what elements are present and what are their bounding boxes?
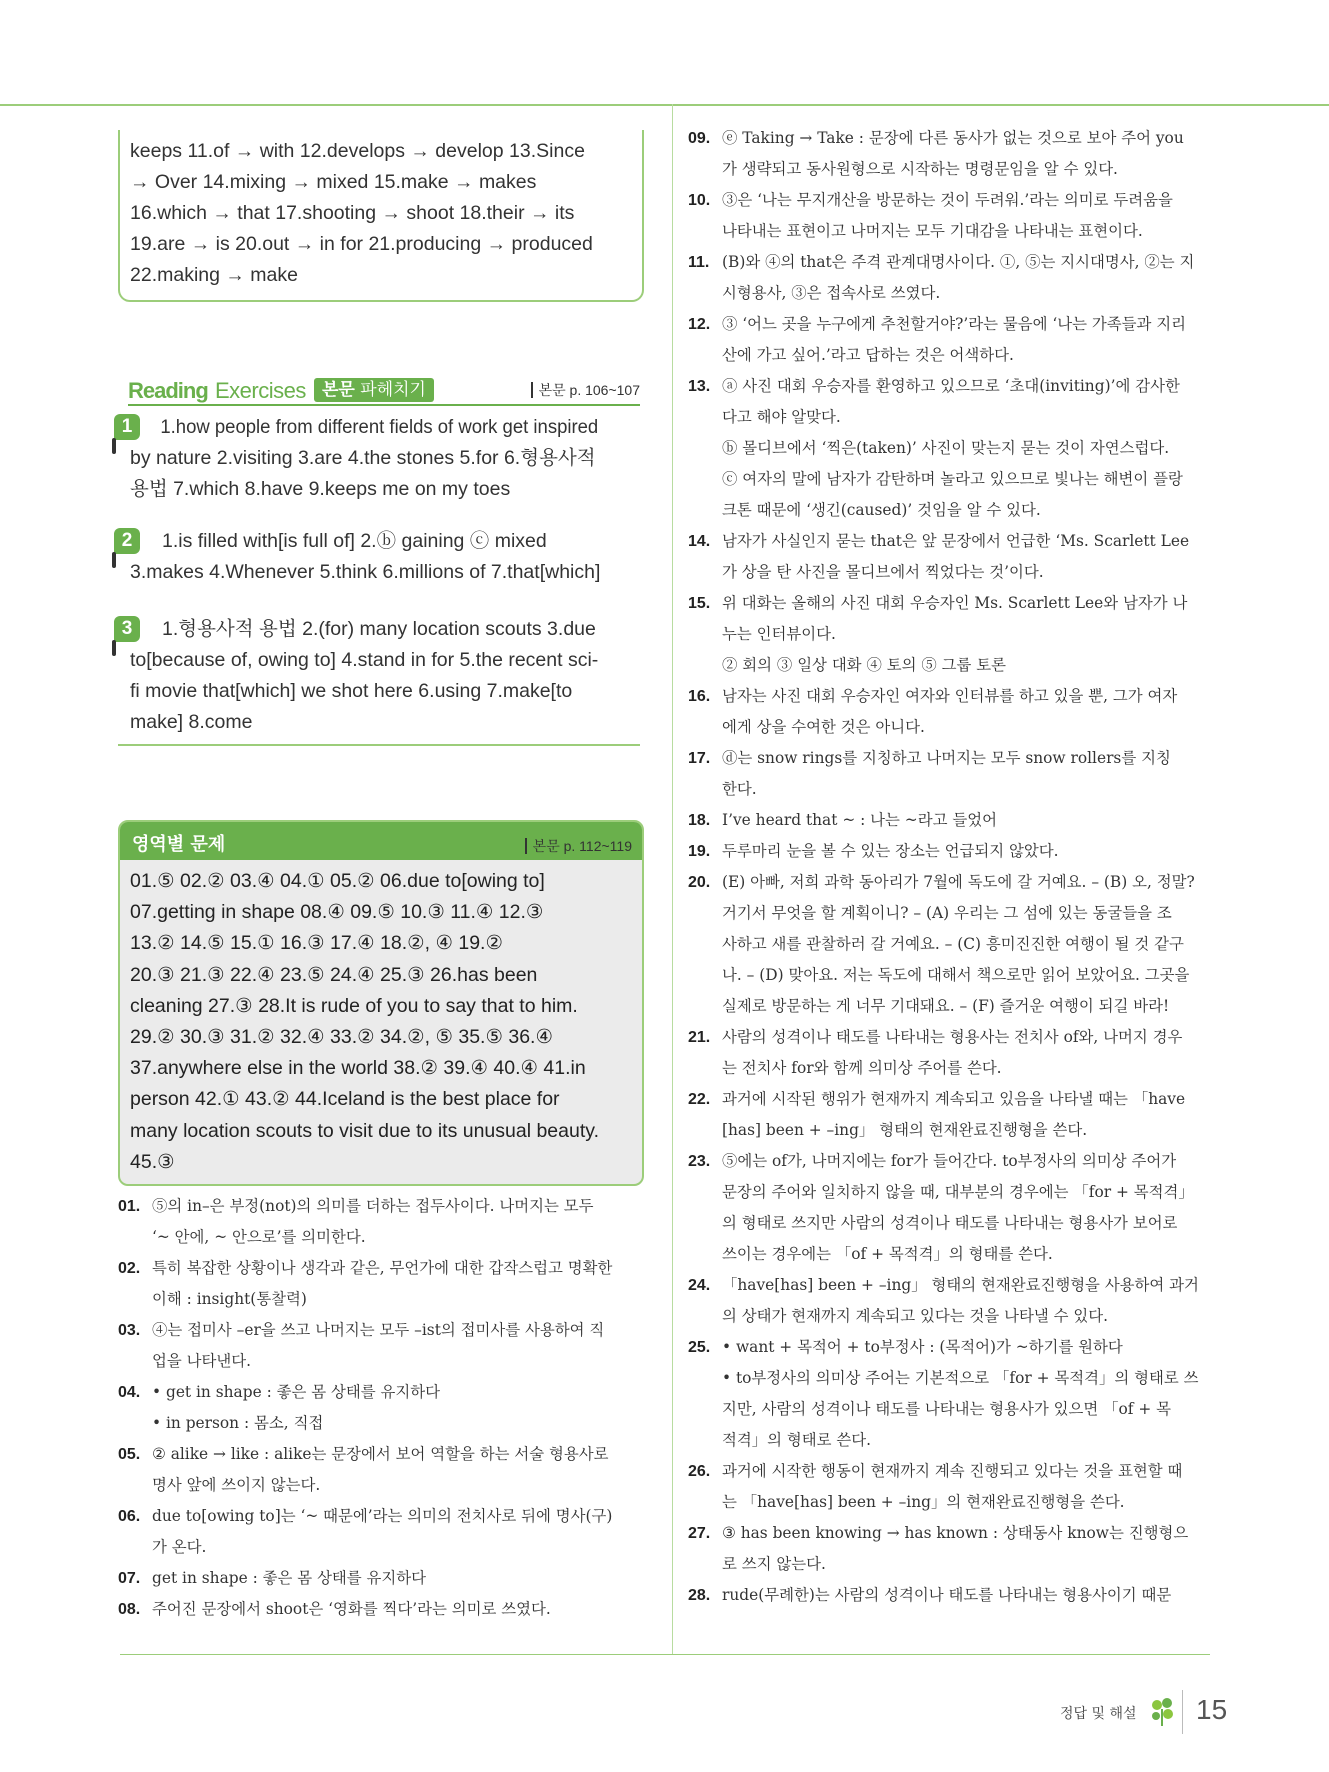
- section-2-answers: [130, 526, 630, 588]
- explanation-line: 특히 복잡한 상황이나 생각과 같은, 무언가에 대한 갑작스럽고 명확한: [152, 1259, 613, 1277]
- explanation-line: 실제로 방문하는 게 너무 기대돼요. – (F) 즐거운 여행이 되길 바라!: [722, 997, 1170, 1015]
- explanation-line: ⑤의 in–은 부정(not)의 의미를 더하는 접두사이다. 나머지는 모두: [152, 1197, 594, 1215]
- explanation-line: ⓑ 몰디브에서 ‘찍은(taken)’ 사진이 맞는지 묻는 것이 자연스럽다.: [722, 439, 1170, 457]
- explanation-item: [688, 526, 1213, 588]
- explanation-number: 15.: [688, 595, 711, 612]
- explanation-number: 27.: [688, 1525, 711, 1542]
- explanation-number: 25.: [688, 1339, 711, 1356]
- right-explanations: [688, 123, 1213, 1611]
- explanation-line: I’ve heard that ~ : 나는 ~라고 들었어: [722, 811, 997, 829]
- explanation-number: 08.: [118, 1601, 141, 1618]
- section-number-2: 2: [114, 528, 140, 554]
- explanation-line: 나. – (D) 맞아요. 저는 독도에 대해서 책으로만 읽어 보았어요. 그곳을: [722, 966, 1190, 984]
- explanation-line: 남자는 사진 대회 우승자인 여자와 인터뷰를 하고 있을 뿐, 그가 여자: [722, 687, 1178, 705]
- reading-title: Reading: [128, 378, 208, 403]
- explanation-number: 17.: [688, 750, 711, 767]
- answer-line: keeps 11.of → with 12.develops → develop 13.Since: [130, 140, 585, 162]
- explanation-line: 이해 : insight(통찰력): [152, 1290, 307, 1308]
- explanation-line: 크톤 때문에 ‘생긴(caused)’ 것임을 알 수 있다.: [722, 501, 1041, 519]
- answer-line: 1.how people from different fields of work get inspired: [160, 416, 599, 438]
- explanation-item: [118, 1439, 643, 1501]
- answer-line: → Over 14.mixing → mixed 15.make → makes: [130, 171, 537, 193]
- page-number: 15: [1196, 1694, 1228, 1725]
- section-badge: [314, 378, 434, 402]
- section-number-3: 3: [114, 616, 140, 642]
- section-number-1: 1: [114, 414, 140, 440]
- answer-line: 37.anywhere else in the world 38.② 39.④ 40.④ 41.in: [130, 1057, 586, 1080]
- explanation-line: (E) 아빠, 저희 과학 동아리가 7월에 독도에 갈 거예요. – (B) 오, 정말?: [722, 873, 1195, 891]
- explanation-item: [688, 1270, 1213, 1332]
- explanation-item: [688, 185, 1213, 247]
- explanation-number: 24.: [688, 1277, 711, 1294]
- top-rule: [0, 104, 1329, 106]
- explanation-number: 14.: [688, 533, 711, 550]
- explanation-line: due to[owing to]는 ‘~ 때문에’라는 의미의 전치사로 뒤에 명사(구): [152, 1507, 613, 1525]
- explanation-item: [688, 1456, 1213, 1518]
- answer-line: by nature 2.visiting 3.are 4.the stones 5.for 6.형용사적: [130, 447, 596, 469]
- explanation-line: ③ has been knowing → has known : 상태동사 know는 진행형으: [722, 1524, 1189, 1542]
- badge-bold: 본문: [322, 380, 355, 400]
- explanation-line: 다고 해야 알맞다.: [722, 408, 841, 426]
- explanation-line: ② 회의 ③ 일상 대화 ④ 토의 ⑤ 그룹 토론: [722, 656, 1007, 674]
- explanation-line: 로 쓰지 않는다.: [722, 1555, 826, 1573]
- explanation-line: 업을 나타낸다.: [152, 1352, 251, 1370]
- explanation-number: 28.: [688, 1587, 711, 1604]
- explanation-line: ⓓ는 snow rings를 지칭하고 나머지는 모두 snow rollers를 지칭: [722, 749, 1171, 767]
- explanation-line: 과거에 시작한 행동이 현재까지 계속 진행되고 있다는 것을 표현할 때: [722, 1462, 1183, 1480]
- explanation-item: [688, 1146, 1213, 1270]
- explanation-item: [688, 371, 1213, 526]
- answer-line: 1.is filled with[is full of] 2.ⓑ gaining ⓒ mixed: [162, 530, 547, 552]
- answer-line: make] 8.come: [130, 711, 253, 733]
- explanation-line: • want + 목적어 + to부정사 : (목적어)가 ~하기를 원하다: [722, 1338, 1123, 1356]
- section-1-answers: [130, 412, 630, 505]
- answer-line: 22.making → make: [130, 264, 298, 286]
- explanation-number: 10.: [688, 192, 711, 209]
- explanation-item: [688, 1580, 1213, 1611]
- answer-line: 1.형용사적 용법 2.(for) many location scouts 3.due: [162, 618, 596, 640]
- area-answers: [130, 866, 630, 1178]
- answer-line: 16.which → that 17.shooting → shoot 18.their → its: [130, 202, 575, 224]
- explanation-line: 주어진 문장에서 shoot은 ‘영화를 찍다’라는 의미로 쓰였다.: [152, 1600, 551, 1618]
- explanation-line: ④는 접미사 –er을 쓰고 나머지는 모두 –ist의 접미사를 사용하여 직: [152, 1321, 605, 1339]
- answer-line: 07.getting in shape 08.④ 09.⑤ 10.③ 11.④ 12.③: [130, 901, 544, 924]
- explanation-line: 산에 가고 싶어.’라고 답하는 것은 어색하다.: [722, 346, 1014, 364]
- explanation-line: 사하고 새를 관찰하러 갈 거예요. – (C) 흥미진진한 여행이 될 것 같구: [722, 935, 1184, 953]
- explanation-line: ⓒ 여자의 말에 남자가 감탄하며 놀라고 있으므로 빛나는 해변이 플랑: [722, 470, 1183, 488]
- leaf-icon: [1148, 1695, 1176, 1727]
- answer-line: 13.② 14.⑤ 15.① 16.③ 17.④ 18.②, ④ 19.②: [130, 932, 503, 955]
- answer-line: 용법 7.which 8.have 9.keeps me on my toes: [130, 478, 511, 500]
- explanation-line: 두루마리 눈을 볼 수 있는 장소는 언급되지 않았다.: [722, 842, 1059, 860]
- answer-line: 20.③ 21.③ 22.④ 23.⑤ 24.④ 25.③ 26.has been: [130, 963, 538, 986]
- explanation-item: [688, 588, 1213, 681]
- explanation-item: [688, 867, 1213, 1022]
- explanation-number: 09.: [688, 130, 711, 147]
- explanation-item: [688, 309, 1213, 371]
- area-title: 영역별 문제: [132, 834, 226, 855]
- explanation-item: [118, 1501, 643, 1563]
- explanation-number: 22.: [688, 1091, 711, 1108]
- explanation-item: [118, 1191, 643, 1253]
- explanation-number: 26.: [688, 1463, 711, 1480]
- explanation-line: 문장의 주어와 일치하지 않을 때, 대부분의 경우에는 「for + 목적격」: [722, 1183, 1194, 1201]
- explanation-line: get in shape : 좋은 몸 상태를 유지하다: [152, 1569, 427, 1587]
- explanation-line: ⓔ Taking → Take : 문장에 다른 동사가 없는 것으로 보아 주어 you: [722, 129, 1184, 147]
- explanation-line: 남자가 사실인지 묻는 that은 앞 문장에서 언급한 ‘Ms. Scarlett Lee: [722, 532, 1190, 550]
- explanation-number: 11.: [688, 254, 710, 271]
- explanation-number: 19.: [688, 843, 711, 860]
- answer-line: 01.⑤ 02.② 03.④ 04.① 05.② 06.due to[owing to]: [130, 870, 545, 892]
- badge-tail: [112, 438, 116, 454]
- left-explanations: [118, 1191, 643, 1625]
- explanation-number: 18.: [688, 812, 711, 829]
- section-bottom-rule: [118, 744, 640, 746]
- explanation-line: 사람의 성격이나 태도를 나타내는 형용사는 전치사 of와, 나머지 경우: [722, 1028, 1183, 1046]
- explanation-item: [688, 1022, 1213, 1084]
- explanation-item: [688, 805, 1213, 836]
- answer-box-text: [130, 136, 635, 291]
- bottom-rule: [120, 1654, 1210, 1655]
- explanation-line: 쓰이는 경우에는 「of + 목적격」의 형태를 쓴다.: [722, 1245, 1053, 1263]
- explanation-item: [688, 836, 1213, 867]
- explanation-line: • to부정사의 의미상 주어는 기본적으로 「for + 목적격」의 형태로 쓰: [722, 1369, 1199, 1387]
- explanation-item: [118, 1594, 643, 1625]
- explanation-line: 위 대화는 올해의 사진 대회 우승자인 Ms. Scarlett Lee와 남자가 나: [722, 594, 1188, 612]
- answer-line: 45.③: [130, 1150, 175, 1173]
- explanation-line: 가 온다.: [152, 1538, 207, 1556]
- answer-line: 3.makes 4.Whenever 5.think 6.millions of 7.that[which]: [130, 561, 601, 583]
- section-3-answers: [130, 614, 630, 738]
- explanation-line: ③은 ‘나는 무지개산을 방문하는 것이 두려워.’라는 의미로 두려움을: [722, 191, 1173, 209]
- explanation-line: • in person : 몸소, 직접: [152, 1414, 324, 1432]
- explanation-line: 의 상태가 현재까지 계속되고 있다는 것을 나타낼 수 있다.: [722, 1307, 1108, 1325]
- header-underline: [128, 404, 640, 406]
- badge-tail: [112, 640, 116, 656]
- explanation-line: 거기서 무엇을 할 계획이니? – (A) 우리는 그 섬에 있는 동굴들을 조: [722, 904, 1172, 922]
- explanation-line: 명사 앞에 쓰이지 않는다.: [152, 1476, 321, 1494]
- explanation-item: [118, 1377, 643, 1439]
- explanation-line: 는 「have[has] been + –ing」의 현재완료진행형을 쓴다.: [722, 1493, 1125, 1511]
- answer-line: 29.② 30.③ 31.② 32.④ 33.② 34.②, ⑤ 35.⑤ 36.④: [130, 1026, 553, 1049]
- explanation-number: 01.: [118, 1198, 141, 1215]
- column-divider: [672, 104, 673, 1654]
- answer-line: person 42.① 43.② 44.Iceland is the best place for: [130, 1088, 560, 1111]
- explanation-line: 가 생략되고 동사원형으로 시작하는 명령문임을 알 수 있다.: [722, 160, 1118, 178]
- explanation-line: 지만, 사람의 성격이나 태도를 나타내는 형용사가 있으면 「of + 목: [722, 1400, 1171, 1418]
- explanation-line: 가 상을 탄 사진을 몰디브에서 찍었다는 것’이다.: [722, 563, 1044, 581]
- explanation-line: 「have[has] been + –ing」 형태의 현재완료진행형을 사용하여 과거: [722, 1276, 1199, 1294]
- explanation-item: [688, 681, 1213, 743]
- explanation-line: ‘~ 안에, ~ 안으로’를 의미한다.: [152, 1228, 366, 1246]
- explanation-line: ③ ‘어느 곳을 누구에게 추천할거야?’라는 물음에 ‘나는 가족들과 지리: [722, 315, 1187, 333]
- explanation-number: 06.: [118, 1508, 141, 1525]
- explanation-line: [has] been + –ing」 형태의 현재완료진행형을 쓴다.: [722, 1121, 1088, 1139]
- explanation-line: • get in shape : 좋은 몸 상태를 유지하다: [152, 1383, 441, 1401]
- explanation-item: [688, 1332, 1213, 1456]
- page-reference: 본문 p. 106~107: [531, 382, 640, 398]
- explanation-item: [118, 1315, 643, 1377]
- explanation-number: 03.: [118, 1322, 141, 1339]
- explanation-number: 13.: [688, 378, 711, 395]
- explanation-number: 05.: [118, 1446, 141, 1463]
- explanation-line: ⑤에는 of가, 나머지에는 for가 들어간다. to부정사의 의미상 주어가: [722, 1152, 1177, 1170]
- explanation-number: 16.: [688, 688, 711, 705]
- explanation-item: [118, 1563, 643, 1594]
- explanation-line: (B)와 ④의 that은 주격 관계대명사이다. ①, ⑤는 지시대명사, ②는 지: [722, 253, 1195, 271]
- explanation-item: [688, 247, 1213, 309]
- explanation-line: 의 형태로 쓰지만 사람의 성격이나 태도를 나타내는 형용사가 보어로: [722, 1214, 1178, 1232]
- footer-divider: [1182, 1690, 1183, 1734]
- explanation-line: rude(무례한)는 사람의 성격이나 태도를 나타내는 형용사이기 때문: [722, 1586, 1172, 1604]
- answer-line: to[because of, owing to] 4.stand in for 5.the recent sci-: [130, 649, 599, 671]
- answer-line: 19.are → is 20.out → in for 21.producing → produced: [130, 233, 593, 255]
- explanation-number: 20.: [688, 874, 711, 891]
- badge-tail: [112, 552, 116, 568]
- explanation-item: [688, 1518, 1213, 1580]
- area-problems-box: [118, 820, 644, 1186]
- explanation-number: 23.: [688, 1153, 711, 1170]
- footer-label: 정답 및 해설: [1060, 1706, 1137, 1722]
- explanation-number: 21.: [688, 1029, 711, 1046]
- answer-line: many location scouts to visit due to its unusual beauty.: [130, 1119, 599, 1142]
- explanation-item: [688, 1084, 1213, 1146]
- area-header: [120, 822, 642, 860]
- explanation-line: 나타내는 표현이고 나머지는 모두 기대감을 나타내는 표현이다.: [722, 222, 1143, 240]
- explanation-line: 시형용사, ③은 접속사로 쓰였다.: [722, 284, 941, 302]
- explanation-item: [688, 743, 1213, 805]
- explanation-item: [118, 1253, 643, 1315]
- exercises-title: Exercises: [215, 378, 306, 403]
- explanation-line: 적격」의 형태로 쓴다.: [722, 1431, 872, 1449]
- reading-exercises-header: [128, 378, 640, 404]
- explanation-number: 02.: [118, 1260, 141, 1277]
- answer-line: fi movie that[which] we shot here 6.using 7.make[to: [130, 680, 573, 702]
- area-page-reference: 본문 p. 112~119: [525, 838, 632, 854]
- explanation-line: 누는 인터뷰이다.: [722, 625, 836, 643]
- explanation-number: 04.: [118, 1384, 141, 1401]
- explanation-line: ② alike → like : alike는 문장에서 보어 역할을 하는 서술 형용사로: [152, 1445, 609, 1463]
- explanation-line: 는 전치사 for와 함께 의미상 주어를 쓴다.: [722, 1059, 1002, 1077]
- explanation-item: [688, 123, 1213, 185]
- explanation-line: 과거에 시작된 행위가 현재까지 계속되고 있음을 나타낼 때는 「have: [722, 1090, 1186, 1108]
- explanation-number: 07.: [118, 1570, 141, 1587]
- answer-line: cleaning 27.③ 28.It is rude of you to say that to him.: [130, 994, 578, 1017]
- explanation-line: ⓐ 사진 대회 우승자를 환영하고 있으므로 ‘초대(inviting)’에 감사한: [722, 377, 1180, 395]
- explanation-line: 에게 상을 수여한 것은 아니다.: [722, 718, 925, 736]
- badge-rest: 파헤치기: [360, 380, 426, 400]
- explanation-line: 한다.: [722, 780, 757, 798]
- explanation-number: 12.: [688, 316, 711, 333]
